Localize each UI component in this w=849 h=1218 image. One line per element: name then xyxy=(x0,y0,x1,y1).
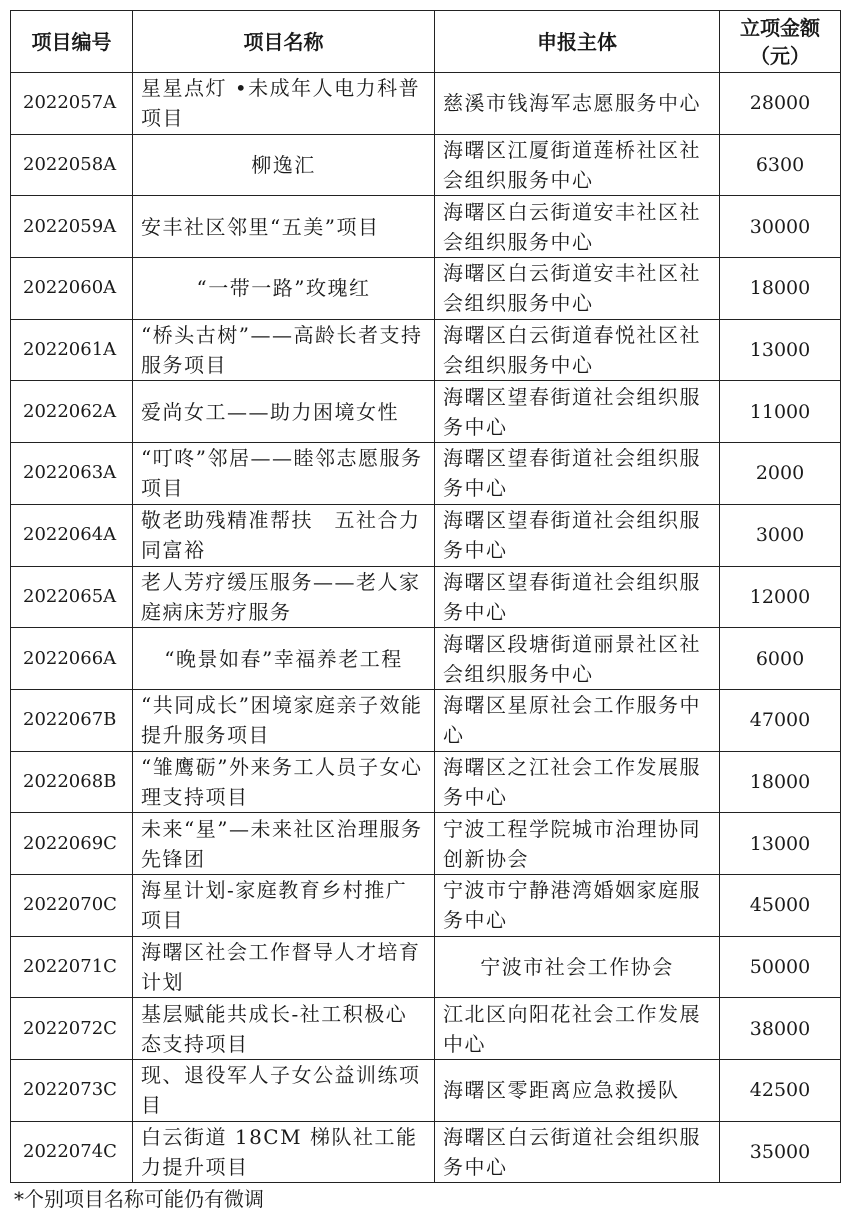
table-row xyxy=(11,874,841,936)
project-name-cell: 海星计划-家庭教育乡村推广项目 xyxy=(133,874,435,936)
amount-cell: 35000 xyxy=(720,1121,841,1183)
amount-cell: 38000 xyxy=(720,998,841,1060)
project-name-cell: “晚景如春”幸福养老工程 xyxy=(133,628,435,690)
table-row xyxy=(11,751,841,813)
table-row xyxy=(11,504,841,566)
applicant-cell: 宁波工程学院城市治理协同创新协会 xyxy=(435,813,720,875)
applicant-cell: 江北区向阳花社会工作发展中心 xyxy=(435,998,720,1060)
applicant-cell: 宁波市宁静港湾婚姻家庭服务中心 xyxy=(435,874,720,936)
applicant-cell: 海曙区零距离应急救援队 xyxy=(435,1060,720,1122)
applicant-cell: 海曙区白云街道安丰社区社会组织服务中心 xyxy=(435,196,720,258)
project-id-cell: 2022067B xyxy=(11,689,133,751)
project-id-cell: 2022063A xyxy=(11,443,133,505)
project-name-cell: 白云街道 18CM 梯队社工能力提升项目 xyxy=(133,1121,435,1183)
table-body xyxy=(11,73,841,1183)
amount-cell: 47000 xyxy=(720,689,841,751)
header-project-id: 项目编号 xyxy=(11,11,133,73)
project-id-cell: 2022073C xyxy=(11,1060,133,1122)
applicant-cell: 慈溪市钱海军志愿服务中心 xyxy=(435,73,720,135)
table-row xyxy=(11,813,841,875)
table-row xyxy=(11,628,841,690)
applicant-cell: 海曙区星原社会工作服务中心 xyxy=(435,689,720,751)
applicant-cell: 海曙区望春街道社会组织服务中心 xyxy=(435,566,720,628)
project-id-cell: 2022072C xyxy=(11,998,133,1060)
project-name-cell: 现、退役军人子女公益训练项目 xyxy=(133,1060,435,1122)
project-id-cell: 2022059A xyxy=(11,196,133,258)
amount-cell: 45000 xyxy=(720,874,841,936)
table-row xyxy=(11,998,841,1060)
header-row xyxy=(11,11,841,73)
project-id-cell: 2022065A xyxy=(11,566,133,628)
applicant-cell: 海曙区之江社会工作发展服务中心 xyxy=(435,751,720,813)
amount-cell: 28000 xyxy=(720,73,841,135)
project-name-cell: 爱尚女工——助力困境女性 xyxy=(133,381,435,443)
project-id-cell: 2022062A xyxy=(11,381,133,443)
project-name-cell: “雏鹰砺”外来务工人员子女心理支持项目 xyxy=(133,751,435,813)
applicant-cell: 海曙区白云街道春悦社区社会组织服务中心 xyxy=(435,319,720,381)
project-id-cell: 2022069C xyxy=(11,813,133,875)
table-row xyxy=(11,258,841,320)
project-id-cell: 2022068B xyxy=(11,751,133,813)
table-row xyxy=(11,196,841,258)
project-id-cell: 2022070C xyxy=(11,874,133,936)
table-row xyxy=(11,73,841,135)
amount-cell: 12000 xyxy=(720,566,841,628)
project-name-cell: 基层赋能共成长-社工积极心态支持项目 xyxy=(133,998,435,1060)
amount-cell: 2000 xyxy=(720,443,841,505)
applicant-cell: 宁波市社会工作协会 xyxy=(435,936,720,998)
applicant-cell: 海曙区白云街道社会组织服务中心 xyxy=(435,1121,720,1183)
applicant-cell: 海曙区望春街道社会组织服务中心 xyxy=(435,504,720,566)
applicant-cell: 海曙区白云街道安丰社区社会组织服务中心 xyxy=(435,258,720,320)
table-row xyxy=(11,134,841,196)
amount-cell: 13000 xyxy=(720,813,841,875)
amount-cell: 13000 xyxy=(720,319,841,381)
footnote: *个别项目名称可能仍有微调 xyxy=(14,1187,264,1211)
amount-cell: 30000 xyxy=(720,196,841,258)
table-row xyxy=(11,689,841,751)
project-name-cell: 敬老助残精准帮扶 五社合力同富裕 xyxy=(133,504,435,566)
amount-cell: 3000 xyxy=(720,504,841,566)
project-id-cell: 2022074C xyxy=(11,1121,133,1183)
table-row xyxy=(11,936,841,998)
project-name-cell: “叮咚”邻居——睦邻志愿服务项目 xyxy=(133,443,435,505)
table-row xyxy=(11,1060,841,1122)
amount-cell: 18000 xyxy=(720,751,841,813)
header-project-name: 项目名称 xyxy=(133,11,435,73)
project-name-cell: 柳逸汇 xyxy=(133,134,435,196)
amount-cell: 6000 xyxy=(720,628,841,690)
applicant-cell: 海曙区望春街道社会组织服务中心 xyxy=(435,381,720,443)
project-name-cell: 星星点灯 •未成年人电力科普项目 xyxy=(133,73,435,135)
table-row xyxy=(11,443,841,505)
project-name-cell: “桥头古树”——高龄长者支持服务项目 xyxy=(133,319,435,381)
project-table xyxy=(10,10,841,1183)
header-applicant: 申报主体 xyxy=(435,11,720,73)
amount-cell: 50000 xyxy=(720,936,841,998)
project-id-cell: 2022071C xyxy=(11,936,133,998)
header-amount: 立项金额 （元） xyxy=(720,11,841,73)
project-name-cell: 未来“星”—未来社区治理服务先锋团 xyxy=(133,813,435,875)
project-name-cell: 海曙区社会工作督导人才培育计划 xyxy=(133,936,435,998)
amount-cell: 6300 xyxy=(720,134,841,196)
table-row xyxy=(11,381,841,443)
table-row xyxy=(11,1121,841,1183)
project-name-cell: 安丰社区邻里“五美”项目 xyxy=(133,196,435,258)
project-name-cell: “共同成长”困境家庭亲子效能提升服务项目 xyxy=(133,689,435,751)
project-id-cell: 2022060A xyxy=(11,258,133,320)
table-row xyxy=(11,319,841,381)
project-id-cell: 2022061A xyxy=(11,319,133,381)
table-row xyxy=(11,566,841,628)
amount-cell: 18000 xyxy=(720,258,841,320)
project-id-cell: 2022058A xyxy=(11,134,133,196)
amount-cell: 42500 xyxy=(720,1060,841,1122)
project-name-cell: 老人芳疗缓压服务——老人家庭病床芳疗服务 xyxy=(133,566,435,628)
project-id-cell: 2022064A xyxy=(11,504,133,566)
applicant-cell: 海曙区望春街道社会组织服务中心 xyxy=(435,443,720,505)
project-id-cell: 2022057A xyxy=(11,73,133,135)
applicant-cell: 海曙区江厦街道莲桥社区社会组织服务中心 xyxy=(435,134,720,196)
applicant-cell: 海曙区段塘街道丽景社区社会组织服务中心 xyxy=(435,628,720,690)
amount-cell: 11000 xyxy=(720,381,841,443)
project-id-cell: 2022066A xyxy=(11,628,133,690)
project-name-cell: “一带一路”玫瑰红 xyxy=(133,258,435,320)
